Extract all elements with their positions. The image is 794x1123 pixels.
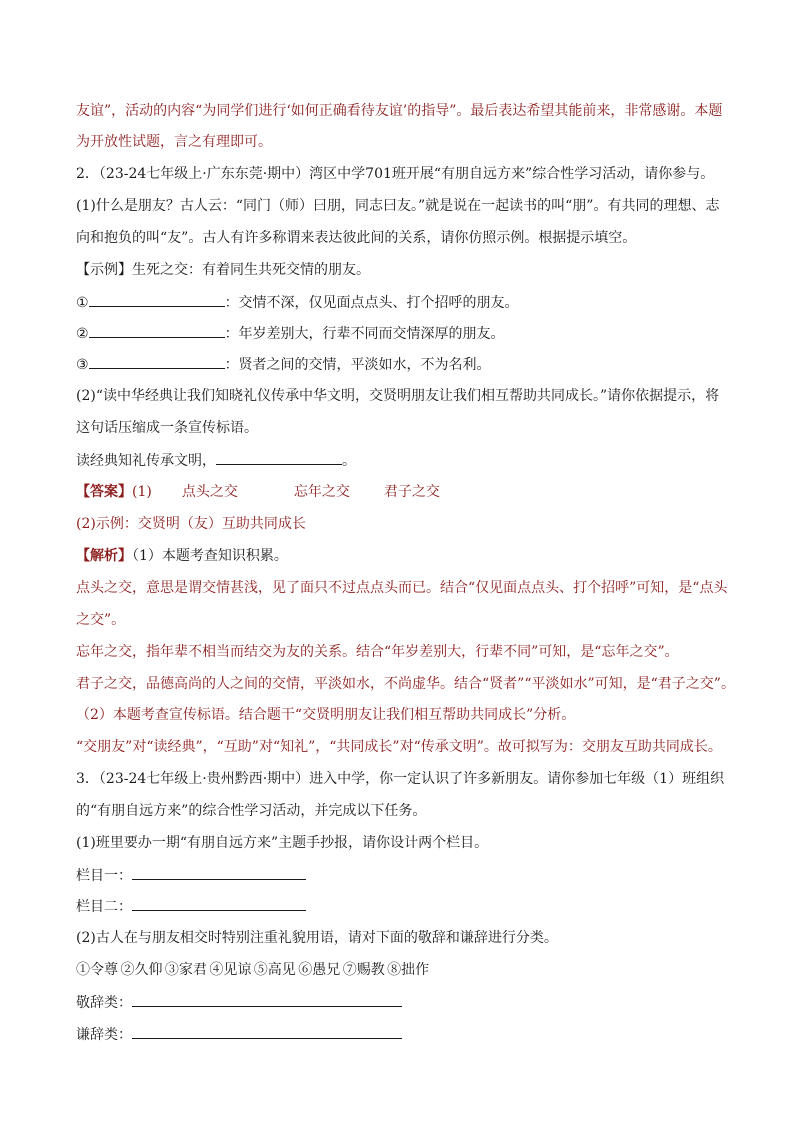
question-2-part-1-line-1: (1)什么是朋友？古人云：“同门（师）曰朋，同志曰友。”就是说在一起读书的叫“朋”。有共同的理想、志: [76, 198, 720, 214]
slogan-suffix: 。: [342, 453, 356, 469]
honorific-label: 敬辞类：: [76, 995, 132, 1011]
analysis-tag: 【解析】: [76, 548, 132, 564]
fill-blank-3[interactable]: [89, 354, 225, 369]
answer-line-2: (2)示例：交贤明（友）互助共同成长: [76, 516, 306, 532]
question-2-heading: 2．（23-24七年级上·广东东莞·期中）湾区中学701班开展“有朋自远方来”综合性学习活动，请你参与。: [76, 166, 715, 182]
blank-item-2-number: ②: [76, 326, 89, 342]
blank-item-3: [76, 354, 491, 375]
column-1-line: [76, 865, 306, 886]
blank-item-2-text: ：年岁差别大，行辈不同而交情深厚的朋友。: [224, 326, 505, 342]
answer-1-b: 忘年之交: [293, 484, 350, 500]
answer-1-number: (1): [132, 484, 152, 500]
explanation-1-line-2: 之交”。: [76, 612, 126, 628]
column-1-label: 栏目一：: [76, 868, 132, 884]
explanation-2: 忘年之交，指年辈不相当而结交为友的关系。结合“年岁差别大，行辈不同”可知，是“忘年之交”。: [76, 644, 679, 660]
answer-1-c: 君子之交: [383, 484, 440, 500]
explanation-5: “交朋友”对“读经典”，“互助”对“知礼”，“共同成长”对“传承文明”。故可拟写为：交朋友互助共同成长。: [76, 739, 722, 755]
humble-line: [76, 1024, 402, 1045]
explanation-3: 君子之交，品德高尚的人之间的交情，平淡如水，不尚虚华。结合“贤者”“平淡如水”可知，是“君子之交”。: [76, 676, 735, 692]
question-2-part-2-line-1: (2)“读中华经典让我们知晓礼仪传承中华文明，交贤明朋友让我们相互帮助共同成长。”请你依据提示，将: [76, 388, 720, 404]
slogan-prefix: 读经典知礼传承文明，: [76, 453, 216, 469]
column-2-label: 栏目二：: [76, 899, 132, 915]
slogan-line: [76, 450, 356, 471]
blank-item-2: [76, 323, 505, 344]
honorific-line: [76, 992, 402, 1013]
example-line: 【示例】生死之交：有着同生共死交情的朋友。: [76, 262, 370, 278]
slogan-blank[interactable]: [216, 450, 342, 465]
humble-label: 谦辞类：: [76, 1027, 132, 1043]
question-3-heading-line-2: 的“有朋自远方来”的综合性学习活动，并完成以下任务。: [76, 803, 427, 819]
analysis-line-1: [76, 546, 288, 566]
blank-item-1: [76, 292, 519, 313]
continued-analysis-line-2: 为开放性试题，言之有理即可。: [76, 134, 272, 150]
explanation-1-line-1: 点头之交，意思是谓交情甚浅，见了面只不过点点头而已。结合“仅见面点点头、打个招呼”可知，是“点头: [76, 580, 728, 596]
question-3-heading-line-1: 3．（23-24七年级上·贵州黔西·期中）进入中学，你一定认识了许多新朋友。请你参加七年级（1）班组织: [76, 771, 725, 787]
humble-blank[interactable]: [132, 1024, 402, 1039]
column-1-blank[interactable]: [132, 865, 306, 880]
blank-item-1-number: ①: [76, 295, 89, 311]
blank-item-3-text: ：贤者之间的交情，平淡如水，不为名利。: [224, 357, 491, 373]
answer-line-1: [76, 482, 440, 502]
column-2-blank[interactable]: [132, 896, 306, 911]
question-2-part-1-line-2: 向和抱负的叫“友”。古人有许多称谓来表达彼此间的关系，请你仿照示例。根据提示填空。: [76, 230, 637, 246]
continued-analysis-line-1: 友谊”，活动的内容“为同学们进行‘如何正确看待友谊’的指导”。最后表达希望其能前来，非常感谢。本题: [76, 103, 723, 119]
question-3-part-1: (1)班里要办一期“有朋自远方来”主题手抄报，请你设计两个栏目。: [76, 835, 489, 851]
blank-item-3-number: ③: [76, 357, 89, 373]
honorific-blank[interactable]: [132, 992, 402, 1007]
answer-1-a: 点头之交: [181, 484, 238, 500]
question-2-part-2-line-2: 这句话压缩成一条宣传标语。: [76, 420, 258, 436]
word-list: ①令尊 ②久仰 ③家君 ④见谅 ⑤高见 ⑥愚兄 ⑦赐教 ⑧拙作: [76, 962, 430, 978]
analysis-1-text: （1）本题考查知识积累。: [132, 548, 288, 564]
column-2-line: [76, 896, 306, 917]
fill-blank-2[interactable]: [89, 323, 225, 338]
fill-blank-1[interactable]: [89, 292, 225, 307]
blank-item-1-text: ：交情不深，仅见面点点头、打个招呼的朋友。: [224, 295, 519, 311]
question-3-part-2: (2)古人在与朋友相交时特别注重礼貌用语，请对下面的敬辞和谦辞进行分类。: [76, 930, 558, 946]
answer-tag: 【答案】: [76, 484, 132, 500]
explanation-4: （2）本题考查宣传标语。结合题干“交贤明朋友让我们相互帮助共同成长”分析。: [76, 707, 576, 723]
